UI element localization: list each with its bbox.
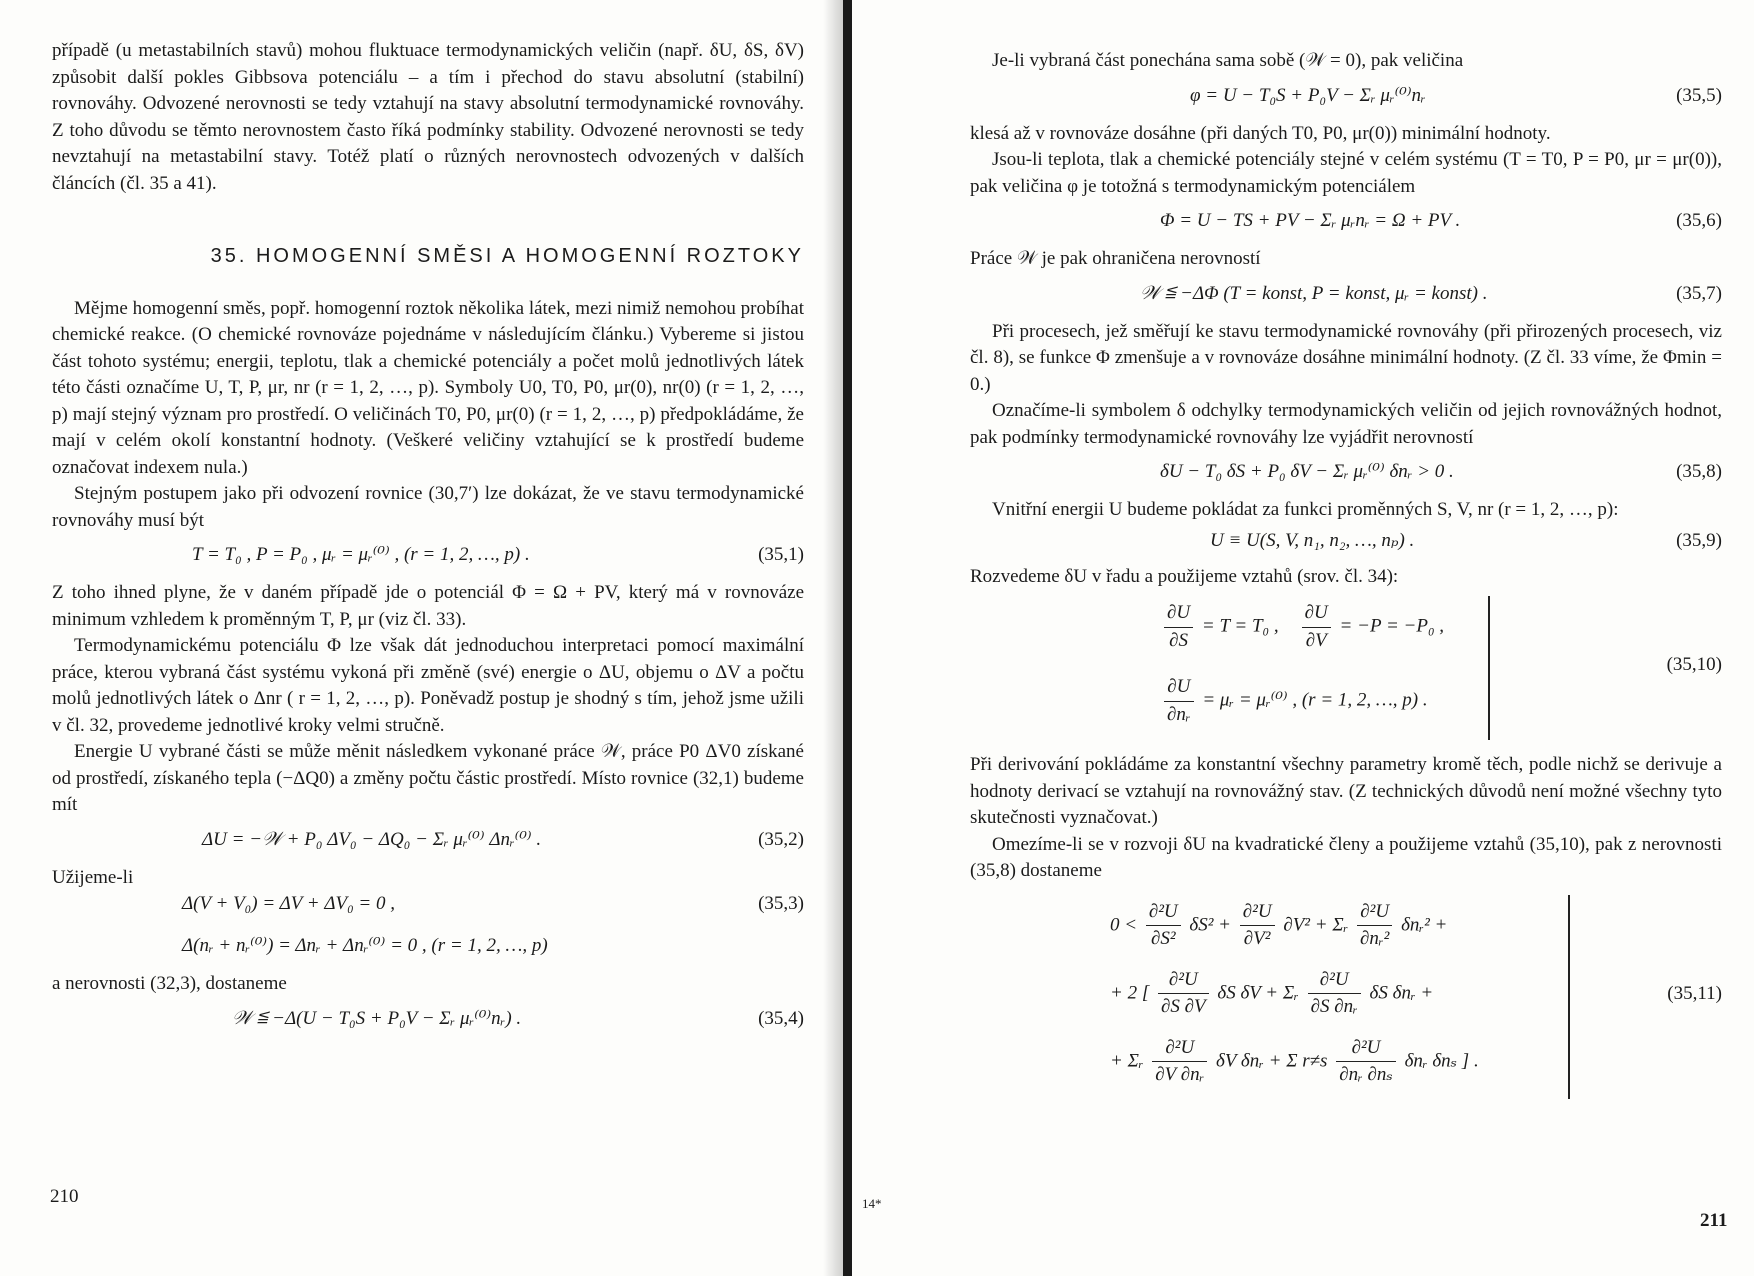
fraction-d2U-dnr2 <box>1357 899 1392 953</box>
equation-35-2-number: (35,2) <box>758 828 804 850</box>
equation-35-4 <box>52 998 804 1044</box>
equation-35-1-body: T = T₀ , P = P₀ , μᵣ = μᵣ⁽⁰⁾ , (r = 1, 2, …, p) . <box>192 544 530 565</box>
equation-35-10-a-rhs: = T = T₀ , <box>1201 615 1279 637</box>
fraction-denominator: ∂S ∂V <box>1160 996 1206 1017</box>
equation-35-5 <box>970 75 1722 121</box>
equation-35-9-number: (35,9) <box>1676 529 1722 551</box>
fraction-denominator: ∂V² <box>1243 928 1271 949</box>
fraction-denominator: ∂S <box>1169 629 1188 651</box>
fraction-denominator: ∂nᵣ ∂nₛ <box>1339 1064 1393 1085</box>
equation-35-11-row-2-lead: + 2 [ <box>1110 981 1150 1003</box>
equation-35-10-row-1 <box>1160 600 1444 654</box>
equation-35-9-body: U ≡ U(S, V, n₁, n₂, …, nₚ) . <box>1210 529 1415 551</box>
equation-35-1 <box>52 534 804 580</box>
left-page-number: 210 <box>50 1186 79 1207</box>
fraction-denominator: ∂nᵣ² <box>1360 928 1390 949</box>
equation-35-3-line-2 <box>52 929 804 971</box>
fraction-denominator: ∂V <box>1305 629 1327 651</box>
right-paragraph-1: Je-li vybraná část ponechána sama sobě (𝒲 = 0), pak veličina <box>992 50 1464 71</box>
right-paragraph-10: Omezíme-li se v rozvoji δU na kvadratické členy a použijeme vztahů (35,10), pak z nerovnosti (35,8) dostaneme <box>970 833 1722 881</box>
equation-35-2 <box>52 819 804 865</box>
fraction-dU-dV <box>1302 600 1331 654</box>
fraction-denominator: ∂nᵣ <box>1167 703 1191 725</box>
fraction-numerator: ∂²U <box>1240 899 1275 927</box>
fraction-denominator: ∂S² <box>1150 928 1176 949</box>
fraction-dU-dnr <box>1164 674 1194 728</box>
equation-35-11-term-5: δS δnᵣ + <box>1369 981 1434 1003</box>
left-paragraph-3: Stejným postupem jako při odvození rovnice (30,7′) lze dokázat, že ve stavu termodynamické rovnováhy musí být <box>52 483 804 531</box>
equation-35-3-number: (35,3) <box>758 893 804 914</box>
equation-35-11-row-3 <box>1110 1035 1479 1089</box>
equation-35-11-lead: 0 < <box>1110 913 1138 935</box>
fraction-numerator: ∂²U <box>1146 899 1181 927</box>
equation-35-6-body: Φ = U − TS + PV − Σᵣ μᵣnᵣ = Ω + PV . <box>1160 210 1461 231</box>
fraction-d2U-dSdnr <box>1308 967 1361 1021</box>
equation-35-10-row-2 <box>1160 674 1428 728</box>
left-page <box>0 0 843 1276</box>
equation-35-11-term-1: δS² + <box>1189 913 1231 935</box>
fraction-denominator: ∂V ∂nᵣ <box>1155 1064 1205 1085</box>
equation-35-11-term-2: ∂V² + Σᵣ <box>1283 913 1349 935</box>
equation-35-4-body: 𝒲 ≦ −Δ(U − T₀S + P₀V − Σᵣ μᵣ⁽⁰⁾nᵣ) . <box>232 1007 522 1029</box>
equation-35-6-number: (35,6) <box>1676 210 1722 231</box>
equation-35-10-b-rhs: = −P = −P₀ , <box>1339 615 1445 637</box>
left-text-column <box>52 38 804 1044</box>
equation-35-7 <box>970 273 1722 319</box>
left-paragraph-5: Termodynamickému potenciálu Φ lze však dát jednoduchou interpretaci pomocí maximální práce, kterou vybraná část systému vykoná při změně (své) energie o ΔU, objemu o ΔV a počtu molů jednotlivých látek o Δnr ( r = 1, 2, …, p). Poněvadž postup je shodný s tím, jehož jsme užili v čl. 32, provedeme jednotlivé kroky velmi stručně. <box>52 635 804 736</box>
equation-35-1-number: (35,1) <box>758 544 804 565</box>
right-page-number: 211 <box>1700 1210 1728 1231</box>
fraction-d2U-dSdV <box>1158 967 1209 1021</box>
left-paragraph-8: a nerovnosti (32,3), dostaneme <box>52 973 287 994</box>
equation-35-11-row-1 <box>1110 899 1447 953</box>
equation-35-8 <box>970 451 1722 497</box>
equation-35-11-term-7: δnᵣ δnₛ ] . <box>1404 1049 1479 1071</box>
equation-35-3-line-1 <box>52 891 804 929</box>
equation-35-11-brace <box>1568 895 1570 1099</box>
equation-35-10-brace <box>1488 596 1490 740</box>
left-paragraph-4: Z toho ihned plyne, že v daném případě jde o potenciál Φ = Ω + PV, který má v rovnováze minimum vzhledem k proměnným T, P, μr (viz čl. 33). <box>52 582 804 630</box>
fraction-numerator: ∂²U <box>1308 967 1361 995</box>
equation-35-11-term-4: δS δV + Σᵣ <box>1217 981 1299 1003</box>
page-shadow <box>823 0 843 1276</box>
left-paragraph-2: Mějme homogenní směs, popř. homogenní roztok několika látek, mezi nimiž nemohou probíhat chemické reakce. (O chemické rovnováze pojednáme v následujícím článku.) Vybereme si jistou část tohoto systému; energii, teplotu, tlak a chemické potenciály a počet molů jednotlivých látek této části označíme U, T, P, μr, nr (r = 1, 2, …, p). Symboly U0, T0, P0, μr(0), nr(0) (r = 1, 2, …, p) mají stejný význam pro prostředí. O veličinách T0, P0, μr(0) (r = 1, 2, …, p) předpokládáme, že mají v celém okolí konstantní hodnoty. (Veškeré veličiny vztahující se k prostředí budeme označovat indexem nula.) <box>52 297 804 478</box>
fraction-numerator: ∂U <box>1164 674 1194 702</box>
equation-35-2-body: ΔU = −𝒲 + P₀ ΔV₀ − ΔQ₀ − Σᵣ μᵣ⁽⁰⁾ Δnᵣ⁽⁰⁾ . <box>202 828 542 850</box>
right-paragraph-5: Při procesech, jež směřují ke stavu termodynamické rovnováhy (při přirozených procesech, viz čl. 8), se funkce Φ zmenšuje a v rovnováze dosáhne minimální hodnoty. (Z čl. 33 víme, že Φmin = 0.) <box>970 320 1722 395</box>
equation-35-9 <box>970 524 1722 564</box>
right-paragraph-3: Jsou-li teplota, tlak a chemické potenciály stejné v celém systému (T = T0, P = P0, μr = μr(0)), pak veličina φ je totožná s termodynamickým potenciálem <box>970 149 1722 197</box>
equation-35-8-number: (35,8) <box>1676 461 1722 482</box>
right-paragraph-7: Vnitřní energii U budeme pokládat za funkci proměnných S, V, nr (r = 1, 2, …, p): <box>992 499 1619 520</box>
fraction-d2U-dV2 <box>1240 899 1275 953</box>
fraction-numerator: ∂U <box>1164 600 1193 628</box>
equation-35-11-number: (35,11) <box>1667 982 1722 1004</box>
right-paragraph-9: Při derivování pokládáme za konstantní všechny parametry kromě těch, podle nichž se derivuje a hodnoty derivací se vztahují na rovnovážný stav. (Z technických důvodů není možné všechny tyto skutečnosti vyznačovat.) <box>970 754 1722 828</box>
right-page <box>852 0 1754 1276</box>
fraction-denominator: ∂S ∂nᵣ <box>1310 996 1358 1017</box>
equation-35-11-row-2 <box>1110 967 1433 1021</box>
equation-35-10 <box>970 596 1722 746</box>
printer-signature-mark: 14* <box>862 1196 882 1211</box>
left-paragraph-1: případě (u metastabilních stavů) mohou fluktuace termodynamických veličin (např. δU, δS, δV) způsobit další pokles Gibbsova potenciálu – a tím i přechod do stavu absolutní (stabilní) rovnováhy. Odvozené nerovnosti se tedy vztahují na stavy absolutní termodynamické rovnováhy. Z toho důvodu se těmto nerovnostem často říká podmínky stability. Odvozené nerovnosti se tedy nevztahují na metastabilní stavy. Totéž platí o různých nerovnostech odvozených v dalších článcích (čl. 35 a 41). <box>52 40 804 194</box>
equation-35-5-number: (35,5) <box>1676 84 1722 106</box>
left-paragraph-6: Energie U vybrané části se může měnit následkem vykonané práce 𝒲, práce P0 ΔV0 získané od prostředí, získaného tepla (−ΔQ0) a změny počtu částic prostředí. Místo rovnice (32,1) budeme mít <box>52 741 804 815</box>
fraction-numerator: ∂²U <box>1152 1035 1207 1063</box>
right-paragraph-2: klesá až v rovnováze dosáhne (při daných T0, P0, μr(0)) minimální hodnoty. <box>970 122 1551 144</box>
right-paragraph-6: Označíme-li symbolem δ odchylky termodynamických veličin od jejich rovnovážných hodnot, pak podmínky termodynamické rovnováhy lze vyjádřit nerovností <box>970 400 1722 448</box>
equation-35-8-body: δU − T₀ δS + P₀ δV − Σᵣ μᵣ⁽⁰⁾ δnᵣ > 0 . <box>1160 461 1454 482</box>
equation-35-3a-body: Δ(V + V₀) = ΔV + ΔV₀ = 0 , <box>182 893 395 914</box>
equation-35-6 <box>970 200 1722 246</box>
right-paragraph-8: Rozvedeme δU v řadu a použijeme vztahů (srov. čl. 34): <box>970 565 1399 587</box>
book-spine <box>843 0 852 1276</box>
right-text-column <box>970 48 1722 1115</box>
equation-35-5-body: φ = U − T₀S + P₀V − Σᵣ μᵣ⁽⁰⁾nᵣ <box>1190 84 1426 106</box>
right-paragraph-4: Práce 𝒲 je pak ohraničena nerovností <box>970 248 1261 269</box>
equation-35-11-row-3-lead: + Σᵣ <box>1110 1049 1144 1071</box>
fraction-d2U-dVdnr <box>1152 1035 1207 1089</box>
equation-35-11-term-3: δnᵣ² + <box>1401 913 1448 935</box>
fraction-d2U-dnrdns <box>1336 1035 1396 1089</box>
equation-35-10-number: (35,10) <box>1666 654 1722 675</box>
fraction-numerator: ∂²U <box>1158 967 1209 995</box>
fraction-dU-dS <box>1164 600 1193 654</box>
equation-35-10-c-rhs: = μᵣ = μᵣ⁽⁰⁾ , (r = 1, 2, …, p) . <box>1202 689 1428 711</box>
section-heading: 35. HOMOGENNÍ SMĚSI A HOMOGENNÍ ROZTOKY <box>210 245 804 267</box>
equation-35-7-body: 𝒲 ≦ −ΔΦ (T = konst, P = konst, μᵣ = konst) . <box>1140 282 1488 304</box>
equation-35-11 <box>970 895 1722 1105</box>
equation-35-7-number: (35,7) <box>1676 282 1722 304</box>
equation-35-3b-body: Δ(nᵣ + nᵣ⁽⁰⁾) = Δnᵣ + Δnᵣ⁽⁰⁾ = 0 , (r = 1, 2, …, p) <box>182 935 548 956</box>
equation-35-11-term-6: δV δnᵣ + Σ r≠s <box>1216 1049 1328 1071</box>
fraction-d2U-dS2 <box>1146 899 1181 953</box>
equation-35-4-number: (35,4) <box>758 1007 804 1029</box>
fraction-numerator: ∂U <box>1302 600 1331 628</box>
left-paragraph-7: Užijeme-li <box>52 866 134 888</box>
fraction-numerator: ∂²U <box>1336 1035 1396 1063</box>
fraction-numerator: ∂²U <box>1357 899 1392 927</box>
